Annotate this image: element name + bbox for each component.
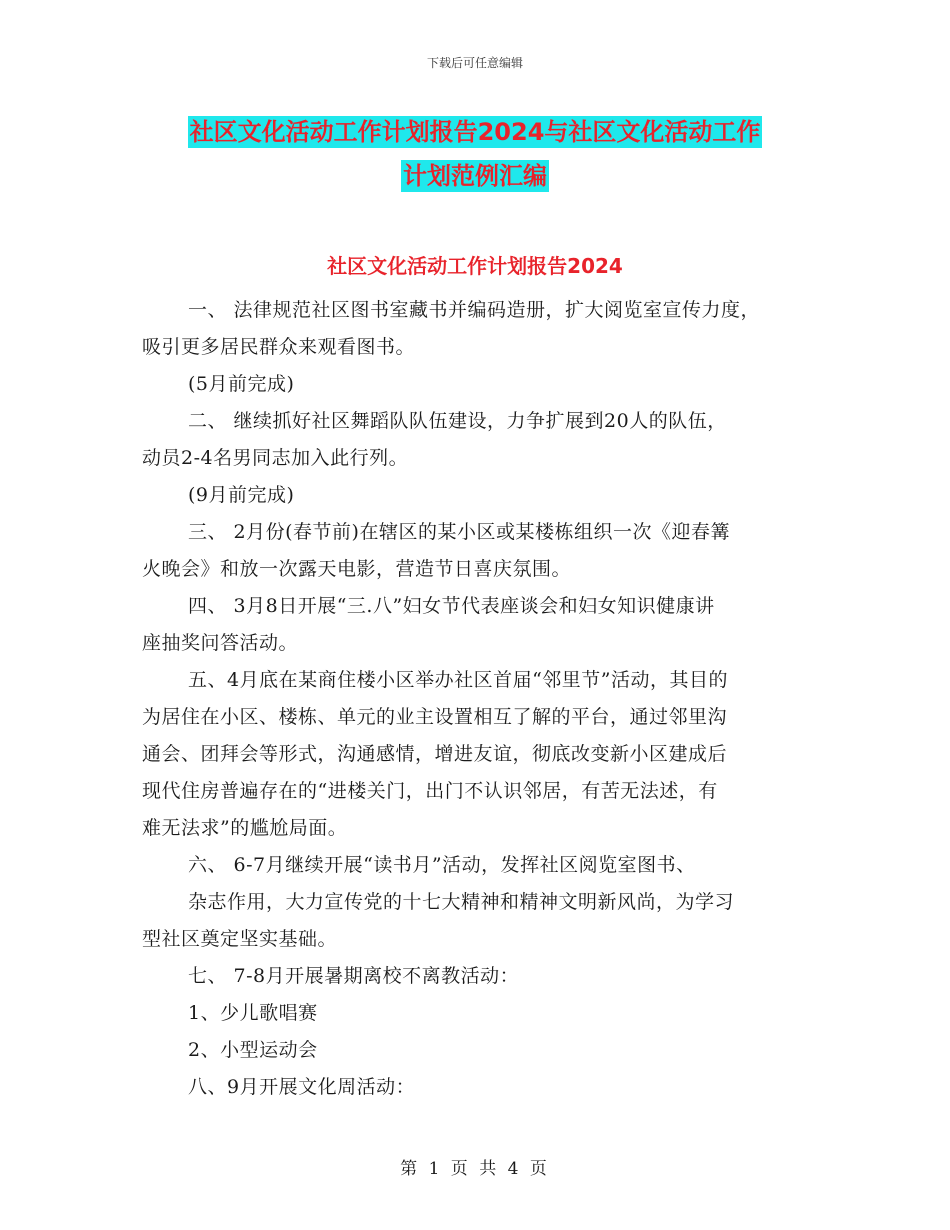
body-line: 火晚会》和放一次露天电影，营造节日喜庆氛围。	[142, 558, 572, 580]
header-note: 下载后可任意编辑	[426, 56, 523, 70]
body-line: 型社区奠定坚实基础。	[142, 928, 338, 950]
body-line: 现代住房普遍存在的“进楼关门，出门不认识邻居，有苦无法述，有	[142, 780, 718, 802]
body-line: (5月前完成)	[188, 373, 295, 395]
body-line: 一、 法律规范社区图书室藏书并编码造册，扩大阅览室宣传力度，	[188, 299, 761, 321]
body-line: 六、 6-7月继续开展“读书月”活动，发挥社区阅览室图书、	[188, 854, 696, 876]
document-title-line-1: 社区文化活动工作计划报告2024与社区文化活动工作	[189, 118, 761, 146]
body-line: 五、4月底在某商住楼小区举办社区首届“邻里节”活动，其目的	[188, 669, 729, 691]
page-footer: 第 1 页 共 4 页	[400, 1159, 550, 1179]
body-line: 吸引更多居民群众来观看图书。	[142, 336, 416, 358]
body-line: 动员2-4名男同志加入此行列。	[142, 447, 409, 469]
body-line: 八、9月开展文化周活动：	[188, 1076, 416, 1098]
body-line: 为居住在小区、楼栋、单元的业主设置相互了解的平台，通过邻里沟	[142, 706, 728, 728]
section-title: 社区文化活动工作计划报告2024	[327, 254, 623, 278]
body-line: 二、 继续抓好社区舞蹈队队伍建设，力争扩展到20人的队伍，	[188, 410, 727, 432]
document-body	[142, 292, 822, 1106]
document-title-line-2: 计划范例汇编	[403, 162, 547, 190]
body-line: 七、 7-8月开展暑期离校不离教活动：	[188, 965, 520, 987]
body-line: 1、少儿歌唱赛	[188, 1002, 318, 1024]
body-line: 难无法求”的尴尬局面。	[142, 817, 348, 839]
body-line: 三、 2月份(春节前)在辖区的某小区或某楼栋组织一次《迎春篝	[188, 521, 730, 543]
document-title	[0, 110, 950, 198]
body-line: 通会、团拜会等形式，沟通感情，增进友谊，彻底改变新小区建成后	[142, 743, 728, 765]
body-line: 四、 3月8日开展“三.八”妇女节代表座谈会和妇女知识健康讲	[188, 595, 715, 617]
body-line: (9月前完成)	[188, 484, 295, 506]
body-line: 2、小型运动会	[188, 1039, 318, 1061]
body-line: 杂志作用，大力宣传党的十七大精神和精神文明新风尚，为学习	[188, 891, 735, 913]
body-line: 座抽奖问答活动。	[142, 632, 299, 654]
